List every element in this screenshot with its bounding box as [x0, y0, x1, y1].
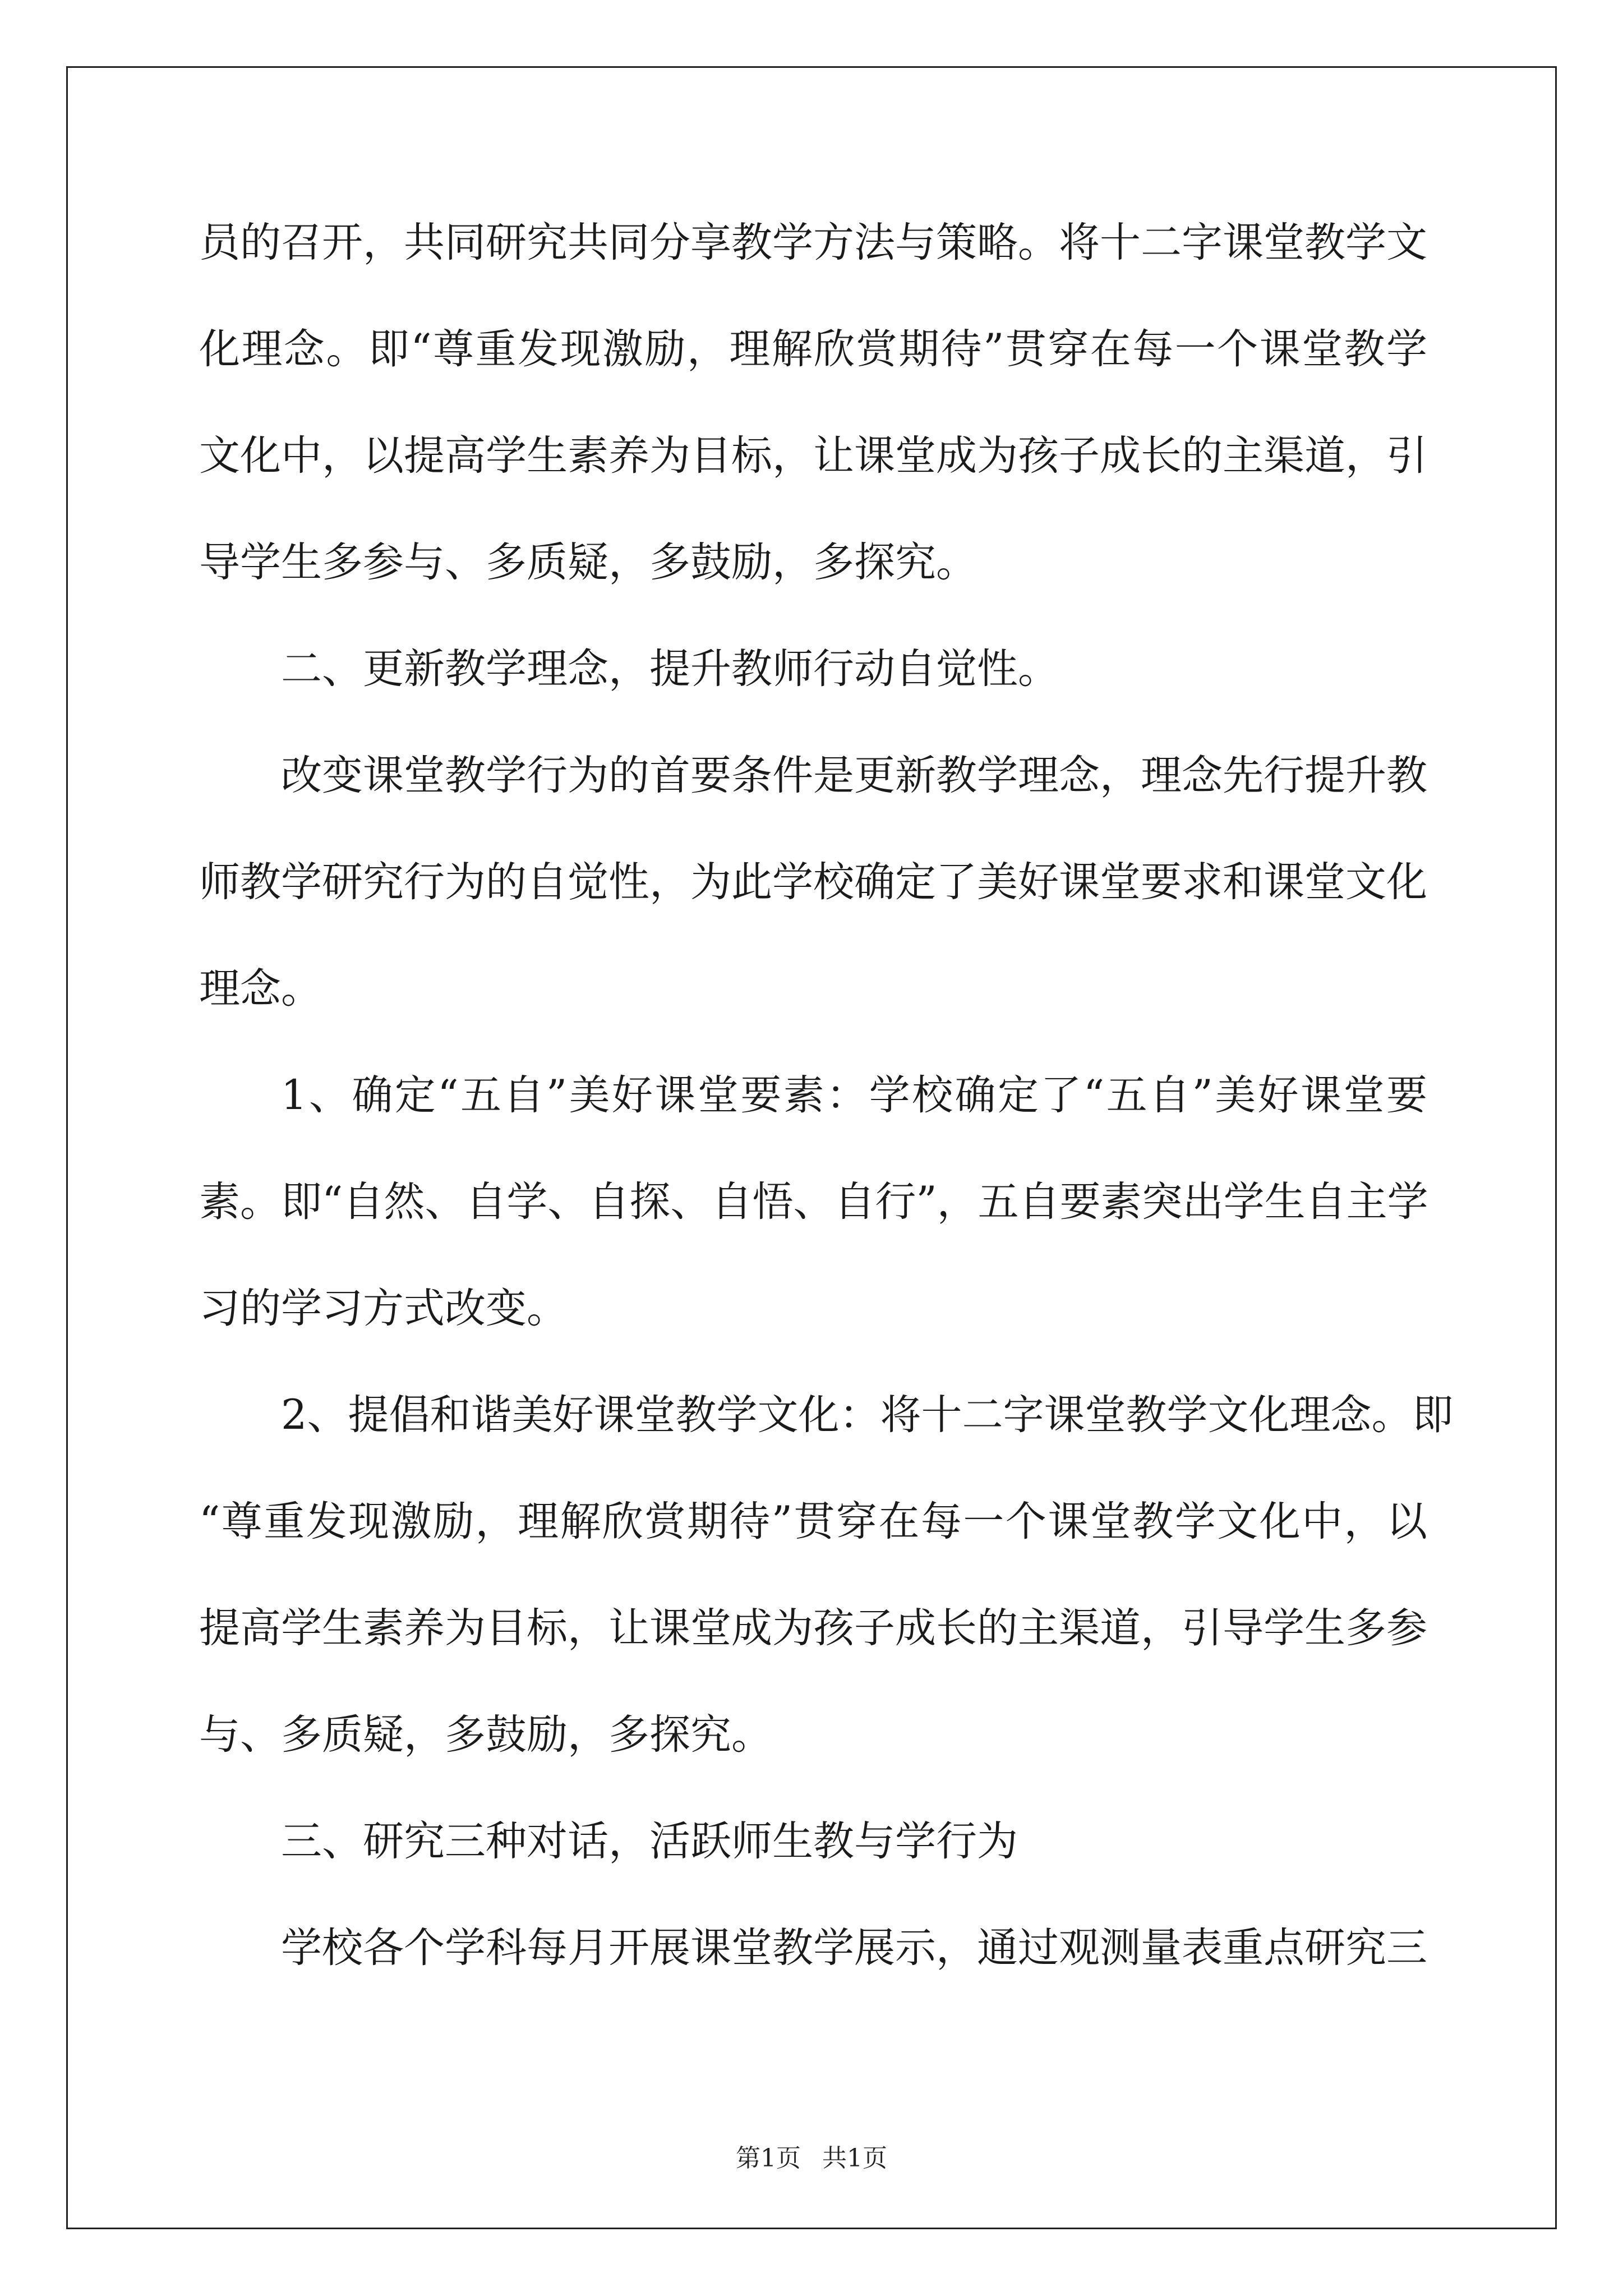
text-line: 化理念。即“尊重发现激励，理解欣赏期待”贯穿在每一个课堂教学 — [199, 325, 1427, 373]
section-heading: 二、更新教学理念，提升教师行动自觉性。 — [281, 645, 1059, 693]
text-line: 文化中，以提高学生素养为目标，让课堂成为孩子成长的主渠道，引 — [199, 432, 1427, 480]
text-line: 学校各个学科每月开展课堂教学展示，通过观测量表重点研究三 — [281, 1924, 1427, 1972]
text-line: 提高学生素养为目标，让课堂成为孩子成长的主渠道，引导学生多参 — [199, 1604, 1427, 1652]
text-line: 1、确定“五自”美好课堂要素：学校确定了“五自”美好课堂要 — [281, 1071, 1427, 1119]
text-line: 改变课堂教学行为的首要条件是更新教学理念，理念先行提升教 — [281, 752, 1427, 799]
page-border — [66, 66, 1557, 2229]
section-heading: 三、研究三种对话，活跃师生教与学行为 — [281, 1818, 1018, 1865]
text-line: 习的学习方式改变。 — [199, 1285, 568, 1332]
text-line: 素。即“自然、自学、自探、自悟、自行”，五自要素突出学生自主学 — [199, 1178, 1428, 1226]
page-number: 第1页 — [736, 2144, 801, 2173]
text-line: “尊重发现激励，理解欣赏期待”贯穿在每一个课堂教学文化中，以 — [199, 1498, 1427, 1545]
page-footer — [0, 2142, 1623, 2175]
page-total: 共1页 — [822, 2144, 887, 2173]
text-line: 与、多质疑，多鼓励，多探究。 — [199, 1711, 772, 1759]
text-line: 员的召开，共同研究共同分享教学方法与策略。将十二字课堂教学文 — [199, 219, 1427, 266]
text-line: 导学生多参与、多质疑，多鼓励，多探究。 — [199, 539, 977, 586]
text-line: 师教学研究行为的自觉性，为此学校确定了美好课堂要求和课堂文化 — [199, 858, 1427, 906]
text-line: 2、提倡和谐美好课堂教学文化：将十二字课堂教学文化理念。即 — [281, 1391, 1454, 1439]
text-line: 理念。 — [199, 965, 322, 1013]
